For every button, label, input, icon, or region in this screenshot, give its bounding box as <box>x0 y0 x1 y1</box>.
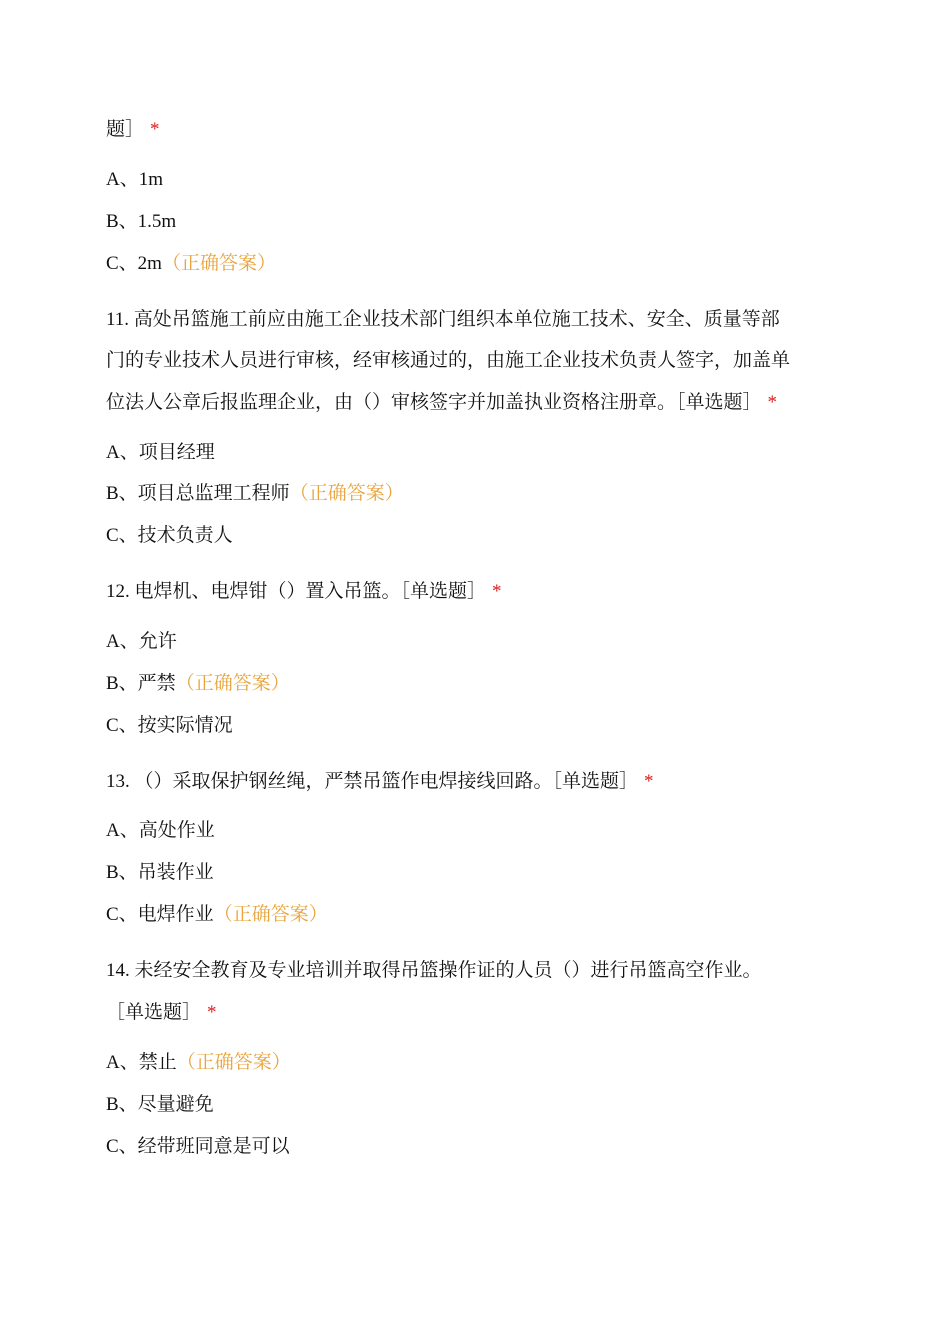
option-a: A、允许 <box>106 631 177 652</box>
correct-answer-tag: （正确答案） <box>175 673 290 694</box>
question-11-line-2: 门的专业技术人员进行审核，经审核通过的，由施工企业技术负责人签字，加盖单 <box>106 350 791 371</box>
question-11-line-1: 11. 高处吊篮施工前应由施工企业技术部门组织本单位施工技术、安全、质量等部 <box>106 309 780 330</box>
option-b: B、项目总监理工程师（正确答案） <box>106 483 404 504</box>
question-14-line-1: 14. 未经安全教育及专业培训并取得吊篮操作证的人员（）进行吊篮高空作业。 <box>106 960 762 981</box>
option-a: A、1m <box>106 169 164 190</box>
option-a: A、禁止（正确答案） <box>106 1052 291 1073</box>
option-c: C、技术负责人 <box>106 525 233 546</box>
question-14-line-2: ［单选题］ * <box>106 1002 217 1023</box>
question-11-line-3: 位法人公章后报监理企业，由（）审核签字并加盖执业资格注册章。［单选题］ * <box>106 392 778 413</box>
required-mark: * <box>767 392 778 413</box>
option-a: A、项目经理 <box>106 442 215 463</box>
correct-answer-tag: （正确答案） <box>176 1052 291 1073</box>
required-mark: * <box>150 119 160 140</box>
option-b: B、1.5m <box>106 211 177 232</box>
question-12: 12. 电焊机、电焊钳（）置入吊篮。［单选题］ * <box>106 581 502 602</box>
option-a: A、高处作业 <box>106 820 215 841</box>
required-mark: * <box>207 1002 217 1023</box>
option-c: C、按实际情况 <box>106 715 233 736</box>
option-b: B、严禁（正确答案） <box>106 673 290 694</box>
option-c: C、电焊作业（正确答案） <box>106 904 328 925</box>
option-c: C、经带班同意是可以 <box>106 1136 290 1157</box>
option-c: C、2m（正确答案） <box>106 253 276 274</box>
required-mark: * <box>644 771 654 792</box>
required-mark: * <box>492 581 502 602</box>
question-13: 13. （）采取保护钢丝绳，严禁吊篮作电焊接线回路。［单选题］ * <box>106 771 654 792</box>
prev-question-tail: 题］ * <box>106 119 160 140</box>
correct-answer-tag: （正确答案） <box>289 483 404 504</box>
option-b: B、吊装作业 <box>106 862 214 883</box>
correct-answer-tag: （正确答案） <box>161 253 276 274</box>
option-b: B、尽量避免 <box>106 1094 214 1115</box>
correct-answer-tag: （正确答案） <box>213 904 328 925</box>
